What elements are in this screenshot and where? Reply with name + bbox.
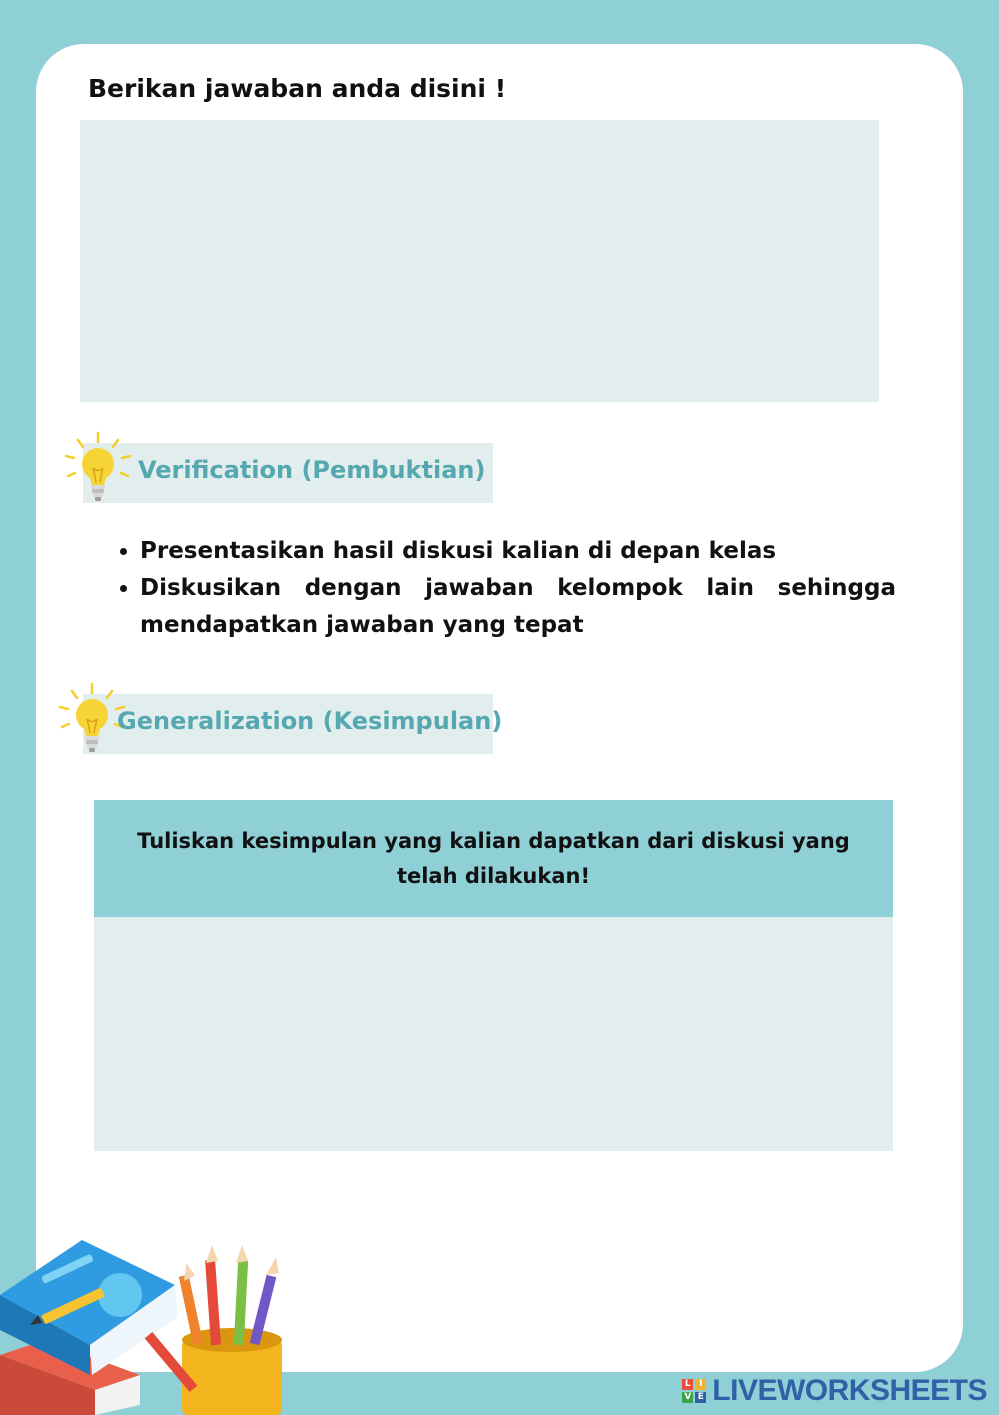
answer-prompt: Berikan jawaban anda disini ! bbox=[88, 74, 507, 103]
logo-letter: V bbox=[682, 1392, 693, 1403]
brand-name: LIVEWORKSHEETS bbox=[712, 1374, 987, 1407]
list-item: • Diskusikan dengan jawaban kelompok lain sehingga mendapatkan jawaban yang tepat bbox=[140, 570, 896, 644]
conclusion-instruction-box bbox=[94, 800, 893, 917]
books-and-pencil-cup-illustration bbox=[0, 1235, 300, 1415]
logo-letter: I bbox=[695, 1379, 706, 1390]
verification-title: Verification (Pembuktian) bbox=[138, 456, 486, 484]
logo-letter: L bbox=[682, 1379, 693, 1390]
list-item: • Presentasikan hasil diskusi kalian di depan kelas bbox=[140, 533, 896, 570]
verification-steps bbox=[108, 533, 896, 644]
lightbulb-icon bbox=[62, 430, 134, 506]
logo-letter: E bbox=[695, 1392, 706, 1403]
conclusion-input-area[interactable] bbox=[94, 917, 893, 1151]
liveworksheets-logo bbox=[682, 1374, 987, 1408]
answer-input-area[interactable] bbox=[80, 120, 879, 402]
conclusion-instruction: Tuliskan kesimpulan yang kalian dapatkan dari diskusi yang telah dilakukan! bbox=[137, 828, 850, 888]
generalization-title: Generalization (Kesimpulan) bbox=[117, 707, 503, 735]
logo-mark bbox=[682, 1379, 706, 1403]
